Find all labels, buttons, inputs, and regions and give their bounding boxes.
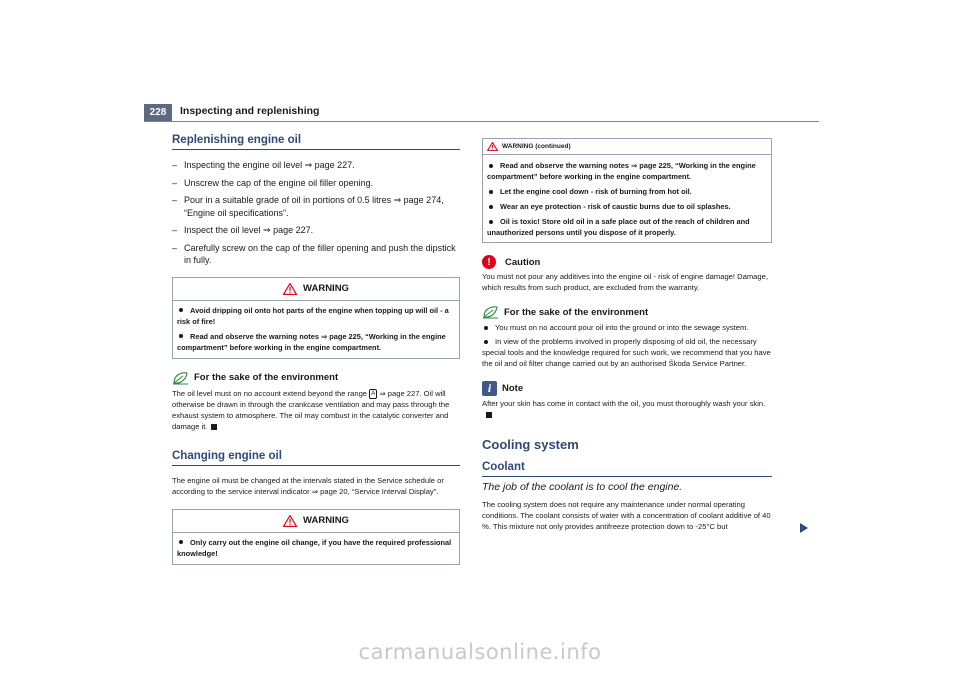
end-mark bbox=[211, 424, 217, 430]
step-item: – Pour in a suitable grade of oil in portions of 0.5 litres ⇒ page 274, “Engine oil specifications”. bbox=[172, 195, 444, 218]
warning-triangle-icon bbox=[283, 283, 297, 295]
env-list bbox=[482, 322, 772, 369]
range-badge: A bbox=[371, 390, 376, 397]
warning-title: WARNING bbox=[303, 283, 349, 294]
environment-leaf-icon bbox=[172, 371, 189, 385]
warning-triangle-icon bbox=[283, 515, 297, 527]
section-rule bbox=[172, 465, 460, 466]
end-mark bbox=[486, 412, 492, 418]
warning-box bbox=[172, 277, 460, 359]
env-text: The oil level must on no account extend beyond the range A ⇒ page 227. Oil will otherwise be drawn in through the crankcase ventilation and may pass through the exhaust system to atmosphere. The oil may combust in the catalytic converter and damage it. bbox=[172, 388, 450, 431]
step-item: – Unscrew the cap of the engine oil filler opening. bbox=[172, 177, 374, 188]
section-rule bbox=[172, 149, 460, 150]
subsection-title-coolant: Coolant bbox=[482, 461, 525, 473]
left-column bbox=[172, 134, 460, 565]
caution-heading bbox=[482, 255, 772, 269]
right-column bbox=[482, 138, 772, 532]
caution-title: Caution bbox=[505, 256, 541, 268]
page-number: 228 bbox=[144, 104, 172, 121]
env-item: You must on no account pour oil into the ground or into the sewage system. bbox=[482, 322, 772, 333]
warning-item: Read and observe the warning notes ⇒ page 225, “Working in the engine compartment” before working in the engine compartment. bbox=[177, 331, 446, 352]
coolant-text: The cooling system does not require any maintenance under normal operating conditions. The coolant consists of water with a concentration of coolant additive of 40 %. This mixture not only provides antifreeze protection down to -25°C but bbox=[482, 500, 771, 531]
watermark: carmanualsonline.info bbox=[358, 640, 602, 664]
note-heading bbox=[482, 381, 772, 396]
env-title: For the sake of the environment bbox=[194, 372, 339, 383]
warning-continued-box bbox=[482, 138, 772, 243]
info-icon: i bbox=[482, 381, 497, 396]
warning-item: Let the engine cool down - risk of burning from hot oil. bbox=[483, 184, 771, 199]
warning-item: Avoid dripping oil onto hot parts of the engine when topping up will oil - a risk of fire! bbox=[177, 305, 449, 326]
warning-item: Oil is toxic! Store old oil in a safe place out of the reach of children and unauthorized persons until you dispose of it properly. bbox=[487, 217, 750, 237]
env-title: For the sake of the environment bbox=[504, 306, 649, 318]
warning-triangle-icon bbox=[487, 142, 498, 151]
step-item: – Carefully screw on the cap of the filler opening and push the dipstick in fully. bbox=[172, 242, 456, 265]
warning-header bbox=[173, 278, 459, 301]
warning-item: Wear an eye protection - risk of caustic burns due to oil splashes. bbox=[483, 199, 771, 214]
caution-text: You must not pour any additives into the engine oil - risk of engine damage! Damage, which results from such product, are excluded from the warranty. bbox=[482, 272, 768, 292]
continue-arrow-icon bbox=[800, 523, 808, 533]
note-text: After your skin has come in contact with the oil, you must thoroughly wash your skin. bbox=[482, 398, 772, 420]
warning-item: Read and observe the warning notes ⇒ page 225, “Working in the engine compartment” before working in the engine compartment. bbox=[487, 161, 756, 181]
environment-leaf-icon bbox=[482, 305, 499, 319]
section-title-changing: Changing engine oil bbox=[172, 449, 282, 462]
warning-header bbox=[173, 510, 459, 533]
warning-header bbox=[483, 139, 771, 155]
warning-box bbox=[172, 509, 460, 565]
coolant-lead: The job of the coolant is to cool the engine. bbox=[482, 481, 683, 493]
section-title-replenishing: Replenishing engine oil bbox=[172, 134, 302, 146]
caution-icon: ! bbox=[482, 255, 496, 269]
page-header-title: Inspecting and replenishing bbox=[180, 105, 320, 117]
section-title-cooling: Cooling system bbox=[482, 437, 579, 452]
step-item: – Inspect the oil level ⇒ page 227. bbox=[172, 225, 314, 235]
env-item: In view of the problems involved in properly disposing of old oil, the necessary special tools and the knowledge required for such work, we recommend that you have the oil and oil filter change carried out by an authorised Škoda Service Partner. bbox=[482, 337, 771, 368]
steps-list bbox=[172, 159, 460, 267]
step-item: – Inspecting the engine oil level ⇒ page 227. bbox=[172, 160, 355, 170]
section-rule bbox=[482, 476, 772, 477]
env-heading bbox=[172, 371, 460, 385]
changing-text: The engine oil must be changed at the intervals stated in the Service schedule or according to the service interval indicator ⇒ page 20, “Service Interval Display”. bbox=[172, 475, 444, 496]
header-rule bbox=[144, 121, 819, 122]
warning-item: Only carry out the engine oil change, if you have the required professional knowledge! bbox=[177, 537, 452, 558]
warning-title: WARNING (continued) bbox=[502, 143, 571, 150]
env-heading bbox=[482, 305, 772, 319]
warning-title: WARNING bbox=[303, 515, 349, 526]
note-title: Note bbox=[502, 383, 524, 394]
